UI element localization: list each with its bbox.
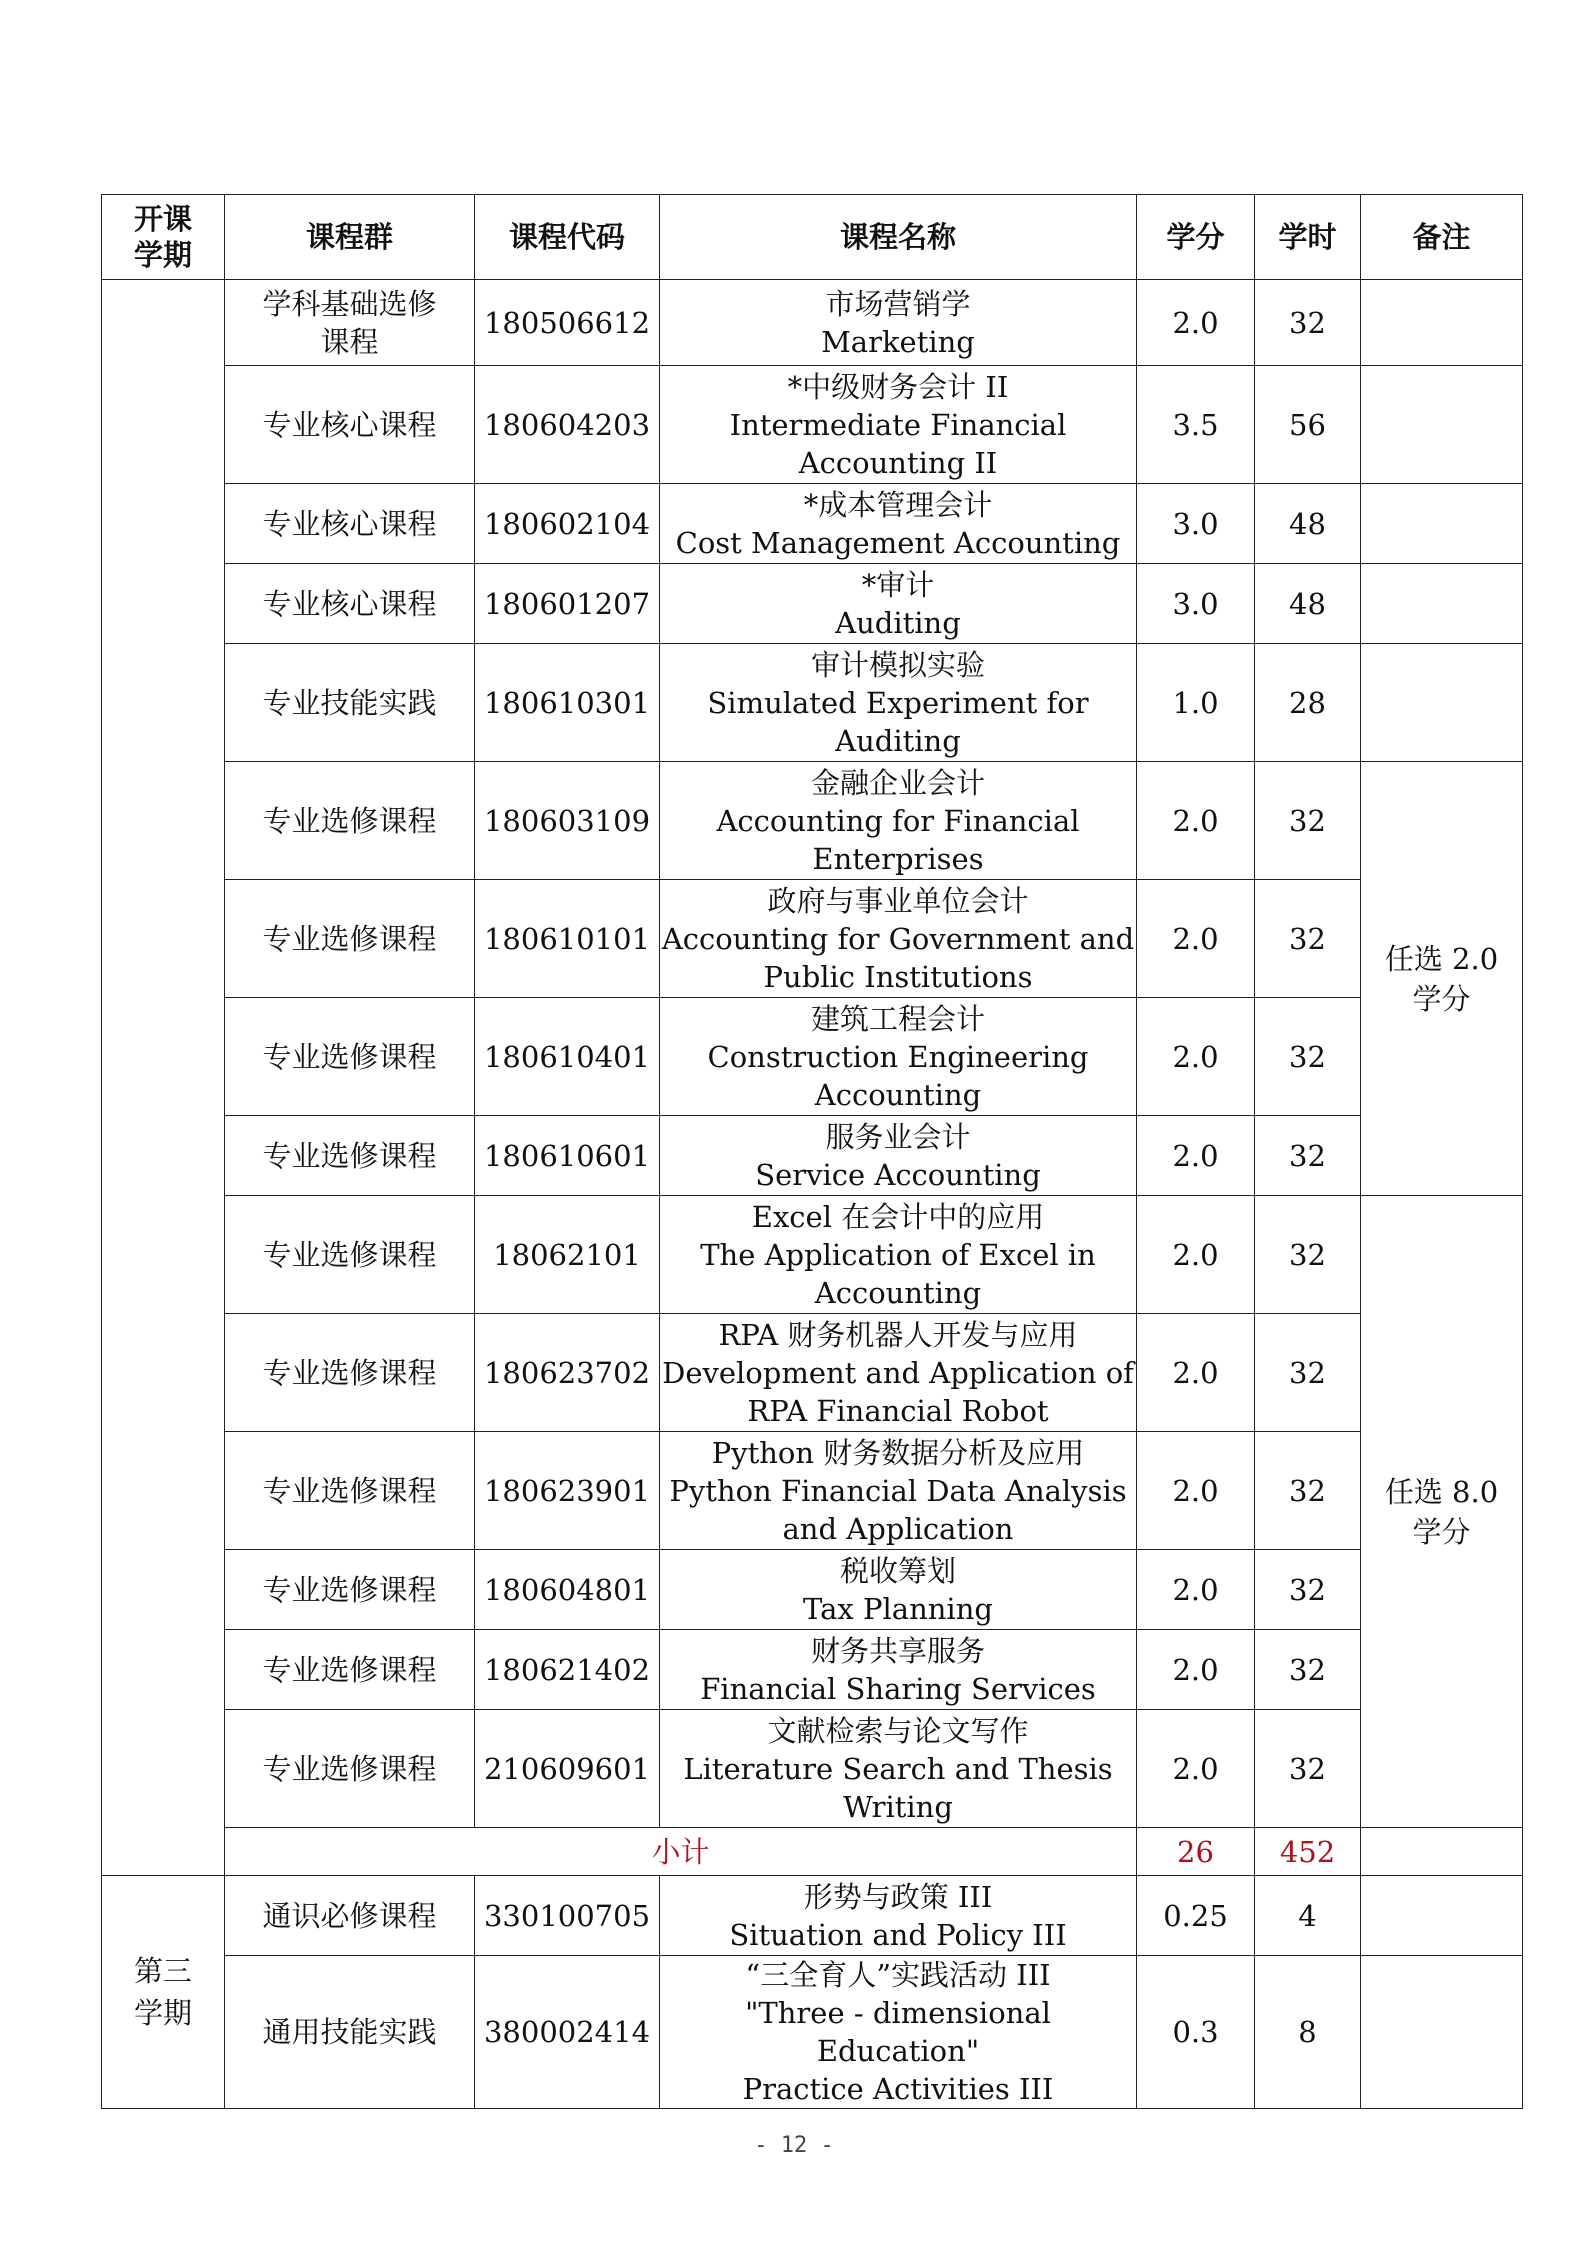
curriculum-table bbox=[101, 194, 1523, 2109]
course-group: 专业选修课程 bbox=[225, 1196, 475, 1314]
course-name-cell bbox=[660, 1116, 1137, 1196]
course-credits: 2.0 bbox=[1137, 280, 1255, 366]
course-hours: 8 bbox=[1255, 1956, 1361, 2109]
course-group: 专业选修课程 bbox=[225, 998, 475, 1116]
course-group: 专业选修课程 bbox=[225, 1432, 475, 1550]
course-credits: 2.0 bbox=[1137, 1550, 1255, 1630]
course-name-cell bbox=[660, 1956, 1137, 2109]
course-code: 180604203 bbox=[475, 366, 660, 484]
course-credits: 1.0 bbox=[1137, 644, 1255, 762]
course-hours: 32 bbox=[1255, 1196, 1361, 1314]
table-row bbox=[102, 644, 1523, 762]
course-code: 180610401 bbox=[475, 998, 660, 1116]
header-group: 课程群 bbox=[225, 195, 475, 280]
term-label: 第三 学期 bbox=[102, 1876, 225, 2109]
course-name-cn: 财务共享服务 bbox=[810, 1633, 985, 1668]
course-hours: 28 bbox=[1255, 644, 1361, 762]
course-name-cell bbox=[660, 1432, 1137, 1550]
term-cell-blank bbox=[102, 280, 225, 1876]
course-hours: 4 bbox=[1255, 1876, 1361, 1956]
course-name-cn: 审计模拟实验 bbox=[810, 647, 985, 682]
course-hours: 32 bbox=[1255, 280, 1361, 366]
course-code: 180610601 bbox=[475, 1116, 660, 1196]
course-name-cn: *中级财务会计 II bbox=[787, 369, 1009, 404]
remarks-cell-blank bbox=[1361, 280, 1523, 366]
remarks-cell-blank bbox=[1361, 564, 1523, 644]
course-name-cn: Python 财务数据分析及应用 bbox=[711, 1435, 1085, 1470]
course-credits: 2.0 bbox=[1137, 1432, 1255, 1550]
course-name-cell bbox=[660, 762, 1137, 880]
course-group: 专业选修课程 bbox=[225, 1314, 475, 1432]
course-name-cell bbox=[660, 1314, 1137, 1432]
course-group: 通识必修课程 bbox=[225, 1876, 475, 1956]
course-hours: 32 bbox=[1255, 1710, 1361, 1828]
course-name-en: Simulated Experiment for Auditing bbox=[707, 685, 1089, 758]
course-hours: 32 bbox=[1255, 1314, 1361, 1432]
remarks-cell-blank bbox=[1361, 484, 1523, 564]
course-code: 180604801 bbox=[475, 1550, 660, 1630]
remarks-cell-blank bbox=[1361, 1956, 1523, 2109]
course-name-en: Situation and Policy III bbox=[729, 1917, 1067, 1952]
course-name-en: Tax Planning bbox=[803, 1591, 993, 1626]
course-hours: 48 bbox=[1255, 484, 1361, 564]
table-row bbox=[102, 366, 1523, 484]
course-credits: 0.3 bbox=[1137, 1956, 1255, 2109]
course-name-cell bbox=[660, 998, 1137, 1116]
course-code: 380002414 bbox=[475, 1956, 660, 2109]
course-hours: 32 bbox=[1255, 1550, 1361, 1630]
course-name-en: Python Financial Data Analysis and Application bbox=[669, 1473, 1127, 1546]
subtotal-credits: 26 bbox=[1137, 1828, 1255, 1876]
table-row bbox=[102, 1116, 1523, 1196]
table-row bbox=[102, 1630, 1523, 1710]
course-name-cell bbox=[660, 1710, 1137, 1828]
table-row bbox=[102, 484, 1523, 564]
table-row bbox=[102, 1956, 1523, 2109]
course-code: 180603109 bbox=[475, 762, 660, 880]
course-group: 专业选修课程 bbox=[225, 1710, 475, 1828]
course-credits: 2.0 bbox=[1137, 1630, 1255, 1710]
course-name-en: Intermediate Financial Accounting II bbox=[729, 407, 1067, 480]
course-credits: 0.25 bbox=[1137, 1876, 1255, 1956]
course-name-cell bbox=[660, 880, 1137, 998]
course-hours: 32 bbox=[1255, 1116, 1361, 1196]
course-credits: 2.0 bbox=[1137, 1196, 1255, 1314]
header-name: 课程名称 bbox=[660, 195, 1137, 280]
course-credits: 2.0 bbox=[1137, 998, 1255, 1116]
course-name-cn: 政府与事业单位会计 bbox=[767, 883, 1029, 918]
table-row bbox=[102, 762, 1523, 880]
course-code: 180610301 bbox=[475, 644, 660, 762]
course-name-en: Accounting for Financial Enterprises bbox=[716, 803, 1080, 876]
table-row bbox=[102, 880, 1523, 998]
course-hours: 32 bbox=[1255, 880, 1361, 998]
course-name-cell bbox=[660, 564, 1137, 644]
course-name-cn: “三全育人”实践活动 III bbox=[745, 1958, 1051, 1992]
course-credits: 2.0 bbox=[1137, 1116, 1255, 1196]
course-code: 180602104 bbox=[475, 484, 660, 564]
course-code: 18062101 bbox=[475, 1196, 660, 1314]
table-row bbox=[102, 1710, 1523, 1828]
course-code: 330100705 bbox=[475, 1876, 660, 1956]
course-credits: 2.0 bbox=[1137, 1710, 1255, 1828]
subtotal-row bbox=[102, 1828, 1523, 1876]
table-row bbox=[102, 1196, 1523, 1314]
course-credits: 3.0 bbox=[1137, 564, 1255, 644]
course-name-cn: 文献检索与论文写作 bbox=[767, 1713, 1029, 1748]
header-row bbox=[102, 195, 1523, 280]
course-code: 180610101 bbox=[475, 880, 660, 998]
course-name-en: Development and Application of RPA Financial Robot bbox=[662, 1355, 1134, 1428]
course-group: 专业选修课程 bbox=[225, 880, 475, 998]
remarks-cell-blank bbox=[1361, 644, 1523, 762]
course-name-cell bbox=[660, 280, 1137, 366]
course-group: 专业核心课程 bbox=[225, 484, 475, 564]
course-name-cell bbox=[660, 1630, 1137, 1710]
header-credits: 学分 bbox=[1137, 195, 1255, 280]
table-row bbox=[102, 1314, 1523, 1432]
header-code: 课程代码 bbox=[475, 195, 660, 280]
course-hours: 32 bbox=[1255, 762, 1361, 880]
table-row bbox=[102, 280, 1523, 366]
course-group: 通用技能实践 bbox=[225, 1956, 475, 2109]
course-code: 210609601 bbox=[475, 1710, 660, 1828]
course-credits: 3.0 bbox=[1137, 484, 1255, 564]
course-name-cell bbox=[660, 1196, 1137, 1314]
course-name-cn: 金融企业会计 bbox=[810, 765, 985, 800]
course-hours: 32 bbox=[1255, 1432, 1361, 1550]
course-name-en: Accounting for Government and Public Institutions bbox=[661, 921, 1135, 994]
course-name-cn: 服务业会计 bbox=[825, 1119, 971, 1154]
course-code: 180506612 bbox=[475, 280, 660, 366]
course-hours: 32 bbox=[1255, 998, 1361, 1116]
course-name-en: Service Accounting bbox=[755, 1157, 1041, 1192]
course-name-cn: 市场营销学 bbox=[825, 286, 971, 321]
header-hours: 学时 bbox=[1255, 195, 1361, 280]
course-group: 专业选修课程 bbox=[225, 762, 475, 880]
course-name-en: Literature Search and Thesis Writing bbox=[683, 1751, 1113, 1824]
course-name-cell bbox=[660, 484, 1137, 564]
table-row bbox=[102, 1550, 1523, 1630]
table-row bbox=[102, 1432, 1523, 1550]
course-hours: 56 bbox=[1255, 366, 1361, 484]
course-code: 180623702 bbox=[475, 1314, 660, 1432]
course-name-cn: 形势与政策 III bbox=[803, 1879, 993, 1914]
header-term: 开课 学期 bbox=[102, 195, 225, 280]
course-group: 专业核心课程 bbox=[225, 366, 475, 484]
header-remarks: 备注 bbox=[1361, 195, 1523, 280]
course-credits: 2.0 bbox=[1137, 1314, 1255, 1432]
subtotal-label: 小计 bbox=[225, 1828, 1137, 1876]
course-name-en: Cost Management Accounting bbox=[675, 525, 1121, 560]
course-name-en: Auditing bbox=[835, 605, 961, 640]
course-name-en: Construction Engineering Accounting bbox=[707, 1039, 1089, 1112]
course-name-en: "Three - dimensional Education" Practice Activities III bbox=[742, 1996, 1054, 2106]
course-name-en: Marketing bbox=[821, 324, 975, 359]
course-group: 专业选修课程 bbox=[225, 1550, 475, 1630]
course-name-cn: Excel 在会计中的应用 bbox=[751, 1199, 1045, 1234]
course-name-cell bbox=[660, 1550, 1137, 1630]
course-code: 180621402 bbox=[475, 1630, 660, 1710]
course-name-cn: 税收筹划 bbox=[839, 1553, 956, 1588]
table-row bbox=[102, 564, 1523, 644]
page-number: - 12 - bbox=[754, 2133, 834, 2158]
course-name-cn: *审计 bbox=[861, 567, 935, 602]
remarks-cell: 任选 2.0 学分 bbox=[1361, 762, 1523, 1196]
course-credits: 3.5 bbox=[1137, 366, 1255, 484]
course-name-cell bbox=[660, 366, 1137, 484]
remarks-cell: 任选 8.0 学分 bbox=[1361, 1196, 1523, 1828]
course-hours: 48 bbox=[1255, 564, 1361, 644]
course-credits: 2.0 bbox=[1137, 762, 1255, 880]
table-row bbox=[102, 1876, 1523, 1956]
course-name-cn: RPA 财务机器人开发与应用 bbox=[718, 1317, 1078, 1352]
subtotal-remarks-blank bbox=[1361, 1828, 1523, 1876]
remarks-cell-blank bbox=[1361, 366, 1523, 484]
course-credits: 2.0 bbox=[1137, 880, 1255, 998]
remarks-cell-blank bbox=[1361, 1876, 1523, 1956]
course-group: 专业选修课程 bbox=[225, 1630, 475, 1710]
course-group: 专业核心课程 bbox=[225, 564, 475, 644]
course-group: 专业选修课程 bbox=[225, 1116, 475, 1196]
course-name-cell bbox=[660, 644, 1137, 762]
course-code: 180601207 bbox=[475, 564, 660, 644]
course-name-en: Financial Sharing Services bbox=[700, 1671, 1096, 1706]
course-hours: 32 bbox=[1255, 1630, 1361, 1710]
course-name-cn: 建筑工程会计 bbox=[810, 1001, 985, 1036]
course-name-en: The Application of Excel in Accounting bbox=[700, 1237, 1096, 1310]
course-name-cn: *成本管理会计 bbox=[803, 487, 993, 522]
table-body bbox=[102, 195, 1523, 2109]
course-group: 专业技能实践 bbox=[225, 644, 475, 762]
table-row bbox=[102, 998, 1523, 1116]
course-name-cell bbox=[660, 1876, 1137, 1956]
course-group: 学科基础选修 课程 bbox=[225, 280, 475, 366]
course-code: 180623901 bbox=[475, 1432, 660, 1550]
subtotal-hours: 452 bbox=[1255, 1828, 1361, 1876]
